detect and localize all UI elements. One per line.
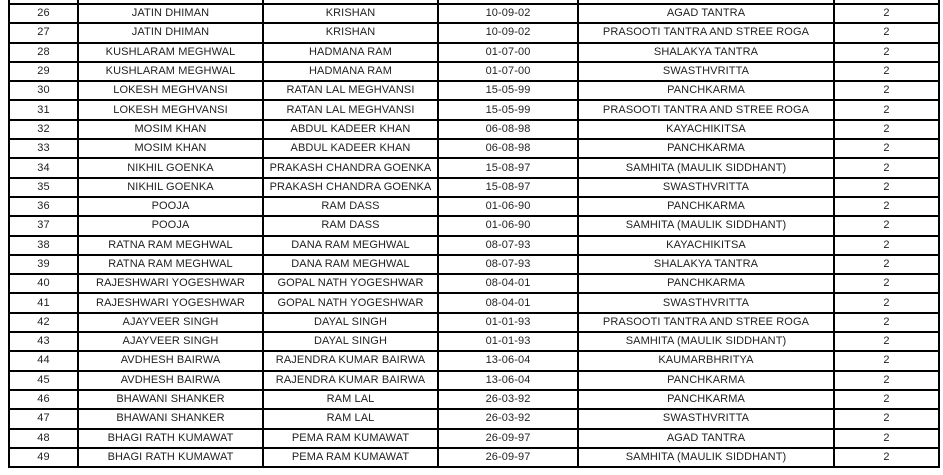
candidate-name-cell: NIKHIL GOENKA: [78, 178, 263, 197]
count-cell: 2: [834, 158, 939, 177]
table-row: [9, 81, 939, 100]
subject-cell: SHALAKYA TANTRA: [578, 43, 834, 62]
date-cell: 01-07-00: [438, 43, 578, 62]
count-cell: 2: [834, 62, 939, 81]
candidate-name-cell: JATIN DHIMAN: [78, 4, 263, 23]
table-row: [9, 139, 939, 158]
serial-cell: 30: [9, 81, 78, 100]
subject-cell: SAMHITA (MAULIK SIDDHANT): [578, 158, 834, 177]
count-cell: 2: [834, 429, 939, 448]
father-name-cell: RAM DASS: [263, 216, 438, 235]
candidate-name-cell: AVDHESH BAIRWA: [78, 351, 263, 370]
candidate-name-cell: LOKESH MEGHVANSI: [78, 100, 263, 119]
subject-cell: AGAD TANTRA: [578, 429, 834, 448]
serial-cell: 43: [9, 332, 78, 351]
serial-cell: 38: [9, 236, 78, 255]
count-cell: 2: [834, 4, 939, 23]
table-row: [9, 390, 939, 409]
table-row: [9, 43, 939, 62]
date-cell: 06-08-98: [438, 139, 578, 158]
candidate-name-cell: JATIN DHIMAN: [78, 23, 263, 42]
serial-cell: 28: [9, 43, 78, 62]
count-cell: 2: [834, 100, 939, 119]
father-name-cell: ABDUL KADEER KHAN: [263, 120, 438, 139]
candidate-name-cell: BHAWANI SHANKER: [78, 390, 263, 409]
date-cell: 15-08-97: [438, 158, 578, 177]
count-cell: 2: [834, 274, 939, 293]
date-cell: 01-01-93: [438, 332, 578, 351]
serial-cell: 37: [9, 216, 78, 235]
date-cell: 15-05-99: [438, 81, 578, 100]
subject-cell: PRASOOTI TANTRA AND STREE ROGA: [578, 313, 834, 332]
father-name-cell: GOPAL NATH YOGESHWAR: [263, 293, 438, 312]
father-name-cell: PEMA RAM KUMAWAT: [263, 429, 438, 448]
subject-cell: SAMHITA (MAULIK SIDDHANT): [578, 448, 834, 467]
subject-cell: PANCHKARMA: [578, 390, 834, 409]
table-row: [9, 429, 939, 448]
subject-cell: SAMHITA (MAULIK SIDDHANT): [578, 332, 834, 351]
date-cell: 08-04-01: [438, 274, 578, 293]
serial-cell: 33: [9, 139, 78, 158]
father-name-cell: ABDUL KADEER KHAN: [263, 139, 438, 158]
table-row: [9, 293, 939, 312]
table-row: [9, 120, 939, 139]
count-cell: 2: [834, 120, 939, 139]
subject-cell: PANCHKARMA: [578, 274, 834, 293]
count-cell: 2: [834, 409, 939, 428]
serial-cell: 45: [9, 371, 78, 390]
candidate-name-cell: KUSHLARAM MEGHWAL: [78, 62, 263, 81]
subject-cell: AGAD TANTRA: [578, 4, 834, 23]
candidate-name-cell: RATNA RAM MEGHWAL: [78, 236, 263, 255]
date-cell: 26-03-92: [438, 390, 578, 409]
serial-cell: 47: [9, 409, 78, 428]
table-row: [9, 158, 939, 177]
date-cell: 26-03-92: [438, 409, 578, 428]
date-cell: 26-09-97: [438, 429, 578, 448]
father-name-cell: KRISHAN: [263, 4, 438, 23]
count-cell: 2: [834, 216, 939, 235]
serial-cell: 35: [9, 178, 78, 197]
serial-cell: 46: [9, 390, 78, 409]
count-cell: 2: [834, 43, 939, 62]
father-name-cell: DANA RAM MEGHWAL: [263, 236, 438, 255]
subject-cell: SWASTHVRITTA: [578, 178, 834, 197]
candidate-name-cell: RAJESHWARI YOGESHWAR: [78, 274, 263, 293]
count-cell: 2: [834, 178, 939, 197]
date-cell: 26-09-97: [438, 448, 578, 467]
serial-cell: 42: [9, 313, 78, 332]
candidate-name-cell: RATNA RAM MEGHWAL: [78, 255, 263, 274]
count-cell: 2: [834, 255, 939, 274]
candidate-name-cell: RAJESHWARI YOGESHWAR: [78, 293, 263, 312]
table-row: [9, 274, 939, 293]
table-row: [9, 62, 939, 81]
subject-cell: SAMHITA (MAULIK SIDDHANT): [578, 216, 834, 235]
serial-cell: 41: [9, 293, 78, 312]
date-cell: 13-06-04: [438, 351, 578, 370]
date-cell: 01-01-93: [438, 313, 578, 332]
candidate-name-cell: MOSIM KHAN: [78, 120, 263, 139]
serial-cell: 32: [9, 120, 78, 139]
subject-cell: PRASOOTI TANTRA AND STREE ROGA: [578, 100, 834, 119]
candidate-name-cell: AVDHESH BAIRWA: [78, 371, 263, 390]
candidate-name-cell: LOKESH MEGHVANSI: [78, 81, 263, 100]
father-name-cell: HADMANA RAM: [263, 62, 438, 81]
date-cell: 06-08-98: [438, 120, 578, 139]
serial-cell: 29: [9, 62, 78, 81]
subject-cell: KAYACHIKITSA: [578, 236, 834, 255]
father-name-cell: RAJENDRA KUMAR BAIRWA: [263, 351, 438, 370]
candidate-name-cell: MOSIM KHAN: [78, 139, 263, 158]
date-cell: 08-04-01: [438, 293, 578, 312]
count-cell: 2: [834, 351, 939, 370]
date-cell: 01-07-00: [438, 62, 578, 81]
subject-cell: SWASTHVRITTA: [578, 293, 834, 312]
count-cell: 2: [834, 448, 939, 467]
serial-cell: 26: [9, 4, 78, 23]
count-cell: 2: [834, 313, 939, 332]
table-row: [9, 313, 939, 332]
date-cell: 10-09-02: [438, 23, 578, 42]
table-row: [9, 409, 939, 428]
father-name-cell: RATAN LAL MEGHVANSI: [263, 100, 438, 119]
table-body: [9, 0, 939, 467]
father-name-cell: RAM LAL: [263, 390, 438, 409]
subject-cell: KAYACHIKITSA: [578, 120, 834, 139]
father-name-cell: GOPAL NATH YOGESHWAR: [263, 274, 438, 293]
candidate-name-cell: NIKHIL GOENKA: [78, 158, 263, 177]
father-name-cell: DAYAL SINGH: [263, 313, 438, 332]
date-cell: 15-05-99: [438, 100, 578, 119]
table-row: [9, 255, 939, 274]
serial-cell: 44: [9, 351, 78, 370]
table-row: [9, 448, 939, 467]
count-cell: 2: [834, 390, 939, 409]
subject-cell: PANCHKARMA: [578, 139, 834, 158]
date-cell: 10-09-02: [438, 4, 578, 23]
candidate-name-cell: AJAYVEER SINGH: [78, 332, 263, 351]
date-cell: 15-08-97: [438, 178, 578, 197]
table-row: [9, 23, 939, 42]
table-row: [9, 100, 939, 119]
candidate-name-cell: POOJA: [78, 216, 263, 235]
father-name-cell: DAYAL SINGH: [263, 332, 438, 351]
count-cell: 2: [834, 332, 939, 351]
count-cell: 2: [834, 197, 939, 216]
father-name-cell: PRAKASH CHANDRA GOENKA: [263, 158, 438, 177]
table-row: [9, 178, 939, 197]
father-name-cell: PEMA RAM KUMAWAT: [263, 448, 438, 467]
subject-cell: KAUMARBHRITYA: [578, 351, 834, 370]
subject-cell: SWASTHVRITTA: [578, 409, 834, 428]
table-row: [9, 236, 939, 255]
father-name-cell: RATAN LAL MEGHVANSI: [263, 81, 438, 100]
date-cell: 13-06-04: [438, 371, 578, 390]
subject-cell: PRASOOTI TANTRA AND STREE ROGA: [578, 23, 834, 42]
count-cell: 2: [834, 371, 939, 390]
candidate-name-cell: AJAYVEER SINGH: [78, 313, 263, 332]
serial-cell: 27: [9, 23, 78, 42]
father-name-cell: DANA RAM MEGHWAL: [263, 255, 438, 274]
date-cell: 08-07-93: [438, 255, 578, 274]
table-row: [9, 371, 939, 390]
candidate-name-cell: BHAGI RATH KUMAWAT: [78, 429, 263, 448]
serial-cell: 31: [9, 100, 78, 119]
father-name-cell: HADMANA RAM: [263, 43, 438, 62]
candidate-name-cell: POOJA: [78, 197, 263, 216]
table-row: [9, 332, 939, 351]
serial-cell: 36: [9, 197, 78, 216]
table-row: [9, 216, 939, 235]
subject-cell: PANCHKARMA: [578, 81, 834, 100]
candidate-name-cell: BHAGI RATH KUMAWAT: [78, 448, 263, 467]
count-cell: 2: [834, 293, 939, 312]
candidate-name-cell: KUSHLARAM MEGHWAL: [78, 43, 263, 62]
subject-cell: PANCHKARMA: [578, 371, 834, 390]
father-name-cell: PRAKASH CHANDRA GOENKA: [263, 178, 438, 197]
date-cell: 01-06-90: [438, 216, 578, 235]
count-cell: 2: [834, 139, 939, 158]
date-cell: 08-07-93: [438, 236, 578, 255]
subject-cell: PANCHKARMA: [578, 197, 834, 216]
father-name-cell: RAJENDRA KUMAR BAIRWA: [263, 371, 438, 390]
table-row: [9, 4, 939, 23]
serial-cell: 34: [9, 158, 78, 177]
subject-cell: SHALAKYA TANTRA: [578, 255, 834, 274]
count-cell: 2: [834, 81, 939, 100]
serial-cell: 40: [9, 274, 78, 293]
serial-cell: 48: [9, 429, 78, 448]
father-name-cell: RAM DASS: [263, 197, 438, 216]
father-name-cell: KRISHAN: [263, 23, 438, 42]
table-row: [9, 351, 939, 370]
serial-cell: 49: [9, 448, 78, 467]
candidate-name-cell: BHAWANI SHANKER: [78, 409, 263, 428]
count-cell: 2: [834, 23, 939, 42]
serial-cell: 39: [9, 255, 78, 274]
table-row: [9, 197, 939, 216]
subject-cell: SWASTHVRITTA: [578, 62, 834, 81]
father-name-cell: RAM LAL: [263, 409, 438, 428]
results-table: [8, 0, 940, 468]
count-cell: 2: [834, 236, 939, 255]
date-cell: 01-06-90: [438, 197, 578, 216]
